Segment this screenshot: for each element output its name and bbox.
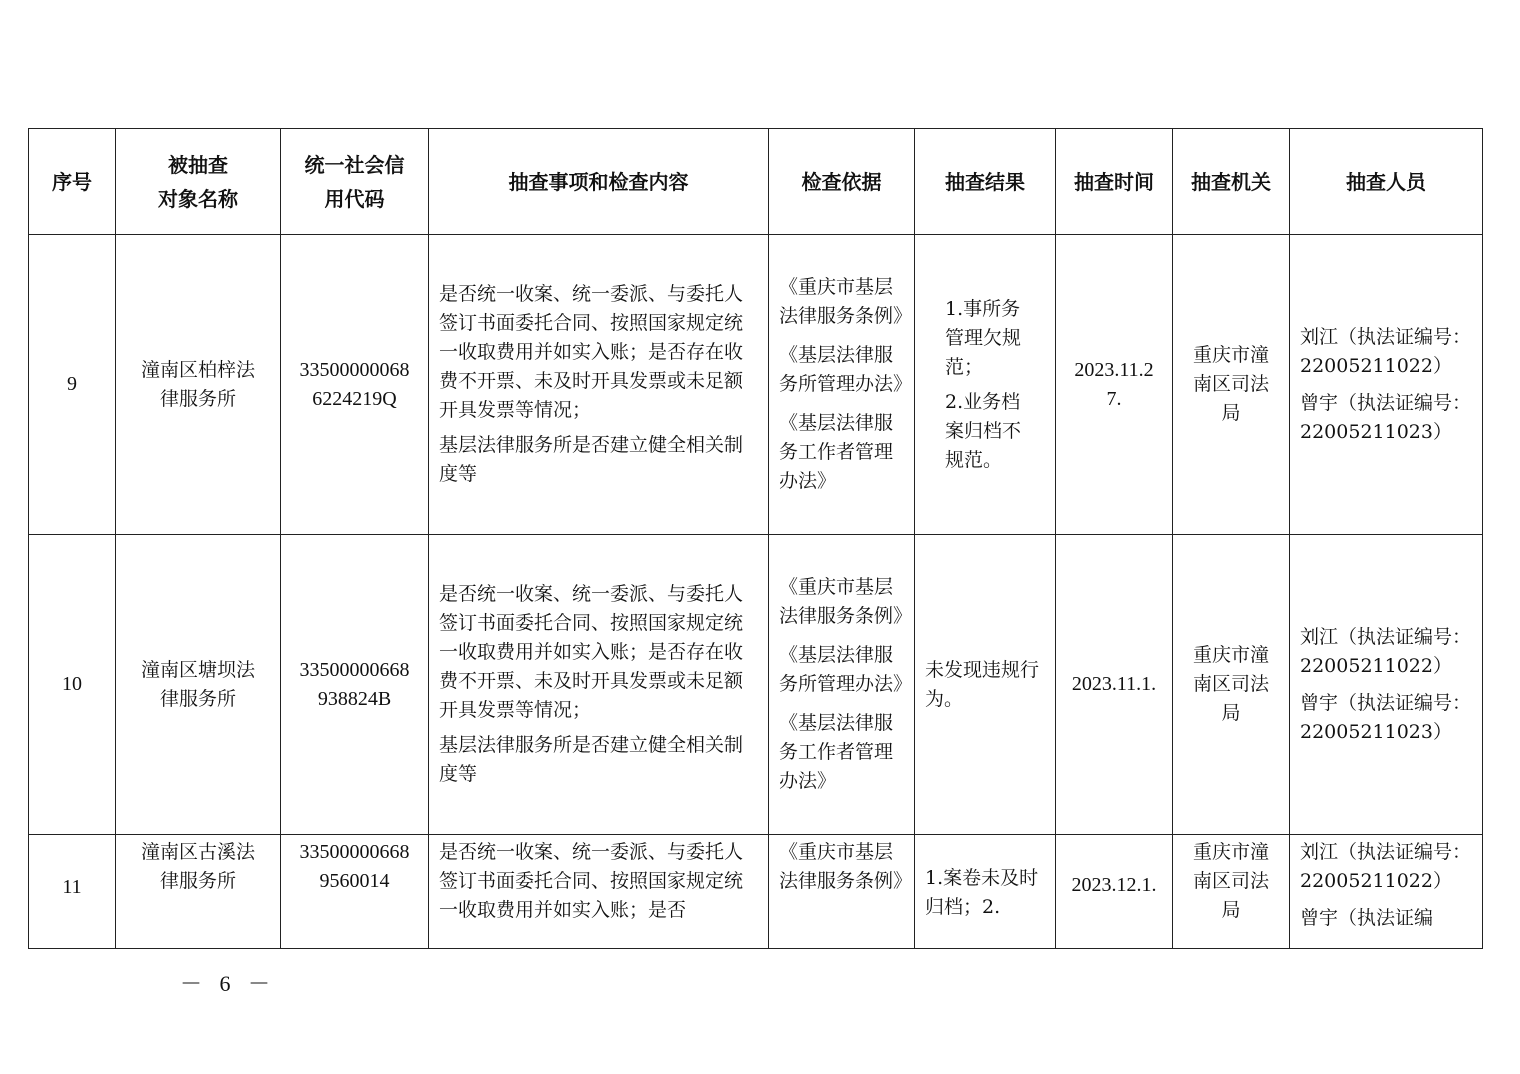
header-basis: 检查依据 [801,169,882,194]
table-row [29,835,1483,949]
result-item: 未发现违规行为。 [925,658,1040,710]
result-item: 1.事所务管理欠规范； [945,297,1022,378]
header-staff: 抽查人员 [1346,169,1426,194]
credit-code: 33500000668 9560014 [299,841,410,892]
check-content-para: 基层法律服务所是否建立健全相关制度等 [439,434,744,485]
header-result: 抽查结果 [945,169,1025,194]
staff-item: 曾宇（执法证编 [1300,907,1434,929]
result-cell [915,235,1056,535]
check-content-para: 是否统一收案、统一委派、与委托人签订书面委托合同、按照国家规定统一收取费用并如实入账；是否 [439,841,744,921]
check-content-para: 是否统一收案、统一委派、与委托人签订书面委托合同、按照国家规定统一收取费用并如实入账；是否存在收费不开票、未及时开具发票或未足额开具发票等情况； [439,283,744,421]
result-item: 1.案卷未及时归档；2. [925,867,1039,918]
staff-cell [1290,235,1483,535]
agency-cell: 重庆市潼南区司法局 [1173,535,1290,835]
date-cell: 2023.11.1. [1056,535,1173,835]
serial-cell: 11 [29,835,116,949]
header-date: 抽查时间 [1074,169,1154,194]
serial-cell: 9 [29,235,116,535]
basis-item: 《重庆市基层法律服务条例》 [779,576,913,627]
object-name: 潼南区古溪法 律服务所 [140,841,255,892]
result-cell [915,535,1056,835]
object-name: 潼南区柏梓法 律服务所 [140,358,255,410]
header-cell [1173,129,1290,235]
header-cell [915,129,1056,235]
staff-item: 曾宇（执法证编号：22005211023） [1300,391,1472,443]
result-item: 2.业务档案归档不规范。 [945,390,1022,471]
basis-item: 《重庆市基层法律服务条例》 [779,276,913,327]
header-object-name: 被抽查 对象名称 [158,152,238,211]
header-credit-code: 统一社会信 用代码 [304,152,405,211]
check-content-para: 基层法律服务所是否建立健全相关制度等 [439,734,744,785]
staff-item: 刘江（执法证编号：22005211022） [1300,325,1472,377]
basis-item: 《基层法律服务工作者管理办法》 [779,412,894,492]
header-cell [1056,129,1173,235]
header-cell [769,129,915,235]
header-cell [116,129,281,235]
table-row [29,535,1483,835]
page-number: － 6 － [180,971,277,996]
credit-code-cell [281,535,429,835]
agency-cell: 重庆市潼南区司法局 [1173,235,1290,535]
header-agency: 抽查机关 [1191,169,1271,194]
serial-cell: 10 [29,535,116,835]
date-cell: 2023.11.27. [1056,235,1173,535]
header-cell [429,129,769,235]
credit-code-cell [281,235,429,535]
basis-item: 《基层法律服务所管理办法》 [779,344,913,395]
basis-item: 《重庆市基层法律服务条例》 [779,841,913,892]
basis-cell [769,235,915,535]
header-cell [1290,129,1483,235]
agency-cell: 重庆市潼南区司法局 [1173,835,1290,949]
credit-code-cell [281,835,429,949]
check-content-cell [429,235,769,535]
check-content-para: 是否统一收案、统一委派、与委托人签订书面委托合同、按照国家规定统一收取费用并如实入账；是否存在收费不开票、未及时开具发票或未足额开具发票等情况； [439,583,744,721]
table-row [29,235,1483,535]
header-cell [281,129,429,235]
basis-item: 《基层法律服务所管理办法》 [779,644,913,695]
check-content-cell [429,835,769,949]
staff-item: 曾宇（执法证编号：22005211023） [1300,691,1472,743]
result-cell [915,835,1056,949]
credit-code: 33500000068 6224219Q [299,358,410,410]
header-serial-no: 序号 [52,169,92,194]
object-name-cell [116,835,281,949]
header-check-content: 抽查事项和检查内容 [508,169,689,194]
object-name-cell [116,235,281,535]
header-row [29,129,1483,235]
staff-cell [1290,535,1483,835]
staff-item: 刘江（执法证编号：22005211022） [1300,625,1472,677]
staff-cell [1290,835,1483,949]
basis-cell [769,535,915,835]
basis-item: 《基层法律服务工作者管理办法》 [779,712,894,792]
basis-cell [769,835,915,949]
object-name-cell [116,535,281,835]
check-content-cell [429,535,769,835]
inspection-table [28,128,1483,949]
inspection-table-wrapper [28,128,1482,949]
header-cell [29,129,116,235]
credit-code: 33500000668 938824B [299,658,410,710]
date-cell: 2023.12.1. [1056,835,1173,949]
object-name: 潼南区塘坝法 律服务所 [140,658,255,710]
staff-item: 刘江（执法证编号：22005211022） [1300,841,1472,892]
